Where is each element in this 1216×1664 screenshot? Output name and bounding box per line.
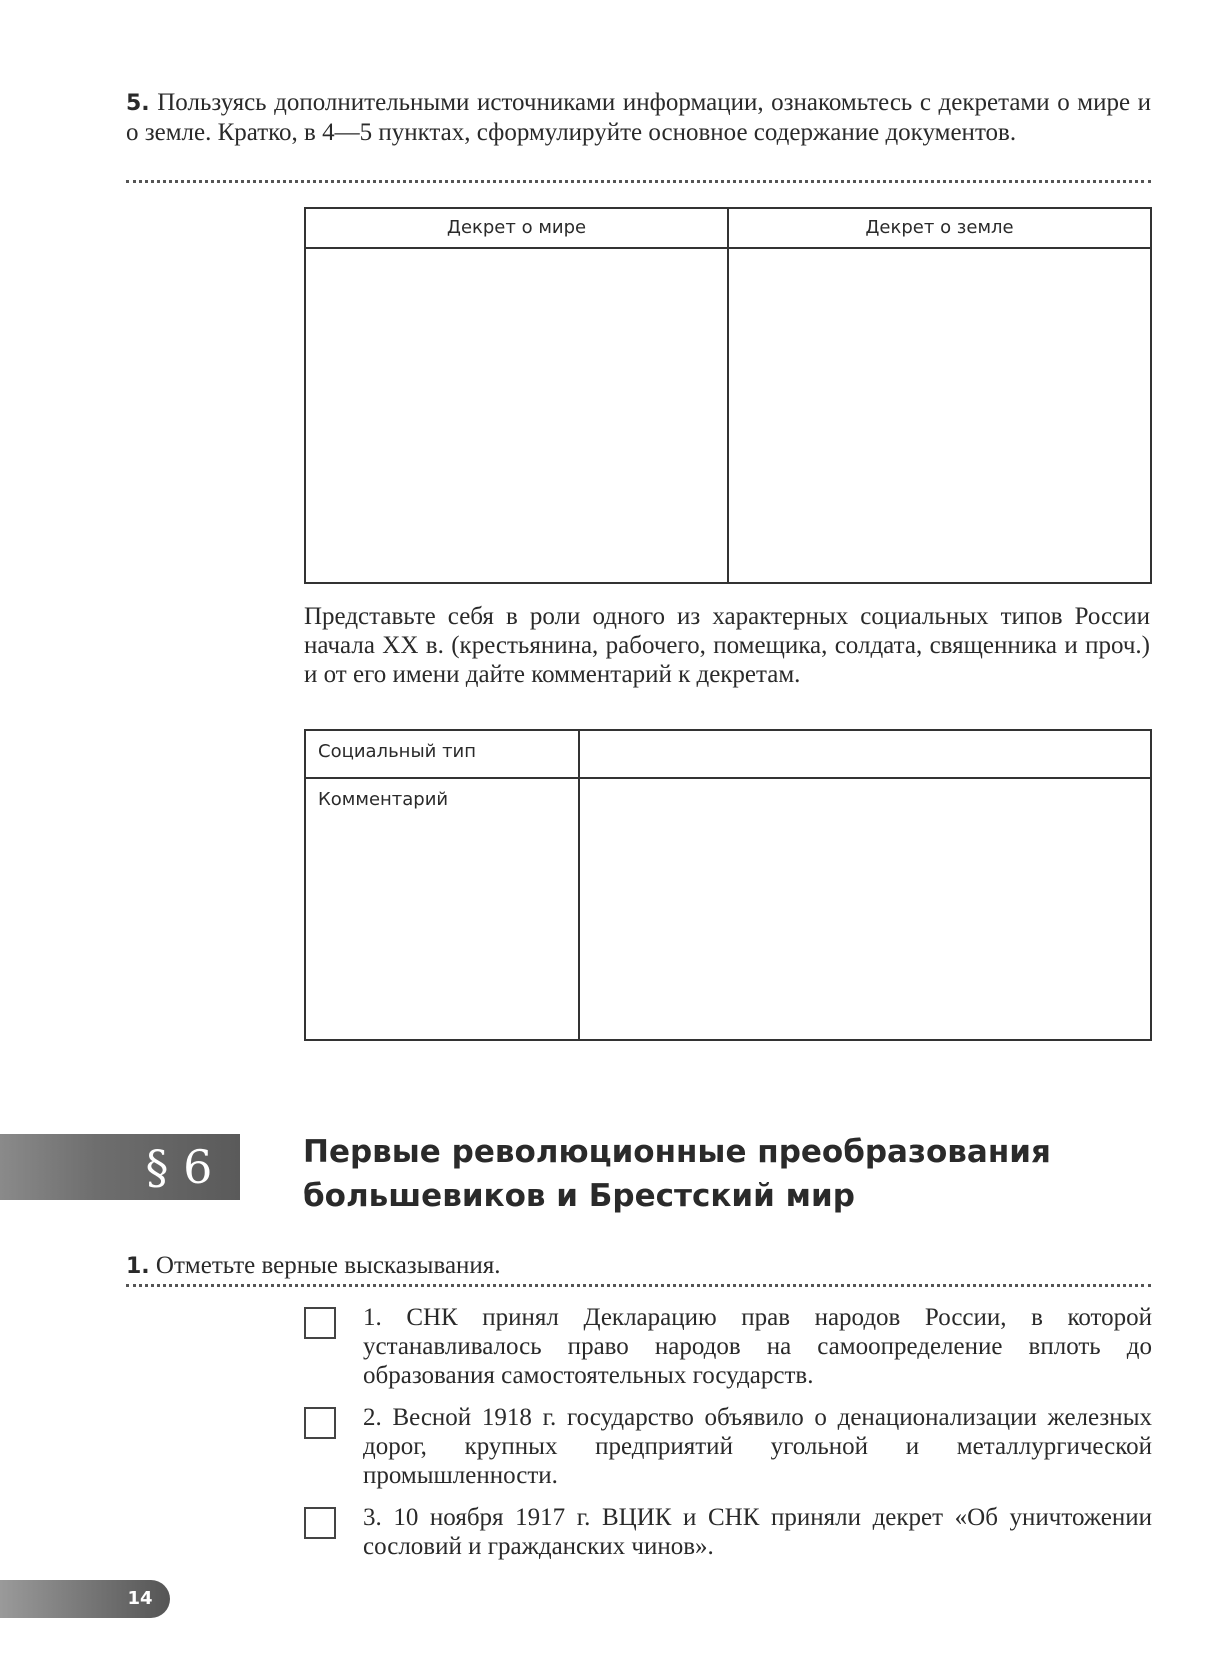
task-1-text: Отметьте верные высказывания. [155,1252,501,1279]
decree-peace-answer-cell[interactable] [305,248,728,583]
decree-land-answer-cell[interactable] [728,248,1151,583]
decree-land-header: Декрет о земле [728,208,1151,248]
dotted-divider [126,1284,1151,1287]
comment-label: Комментарий [305,778,579,1040]
statement-item [304,1403,1152,1493]
statement-item [304,1303,1152,1393]
statement-item [304,1503,1152,1563]
statement-checkbox[interactable] [304,1507,336,1539]
decrees-table [304,207,1152,584]
section-title [303,1130,1163,1218]
social-type-answer-cell[interactable] [579,730,1151,778]
social-type-label: Социальный тип [305,730,579,778]
statement-text: 3. 10 ноября 1917 г. ВЦИК и СНК приняли декрет «Об уничтожении сословий и гражданских чинов». [363,1504,1152,1560]
statement-checkbox[interactable] [304,1307,336,1339]
section-title-line-2: большевиков и Брестский мир [303,1178,855,1214]
task-1-number: 1. [126,1254,150,1279]
task-5-number: 5. [126,91,150,116]
comment-table [304,729,1152,1041]
task-1-instruction [126,1251,1151,1281]
dotted-divider [126,180,1151,183]
statement-text: 1. СНК принял Декларацию прав народов России, в которой устанавливалось право народов на самоопределение вплоть до образования самостоятельных государств. [363,1304,1152,1389]
statement-checkbox[interactable] [304,1407,336,1439]
task-5-text: Пользуясь дополнительными источниками информации, ознакомьтесь с декретами о мире и о земле. Кратко, в 4—5 пунктах, сформулируйте основное содержание документов. [126,89,1152,146]
roleplay-instruction: Представьте себя в роли одного из характерных социальных типов России начала XX в. (крестьянина, рабочего, помещика, солдата, священника и проч.) и от его имени дайте комментарий к декретам. [304,603,1150,688]
comment-answer-cell[interactable] [579,778,1151,1040]
section-title-line-1: Первые революционные преобразования [303,1134,1051,1170]
task-5-instruction [126,88,1151,147]
statement-text: 2. Весной 1918 г. государство объявило о денационализации железных дорог, крупных предприятий угольной и металлургической промышленности. [363,1404,1152,1489]
decree-peace-header: Декрет о мире [305,208,728,248]
section-number: § 6 [145,1140,213,1194]
page-number: 14 [127,1588,153,1609]
